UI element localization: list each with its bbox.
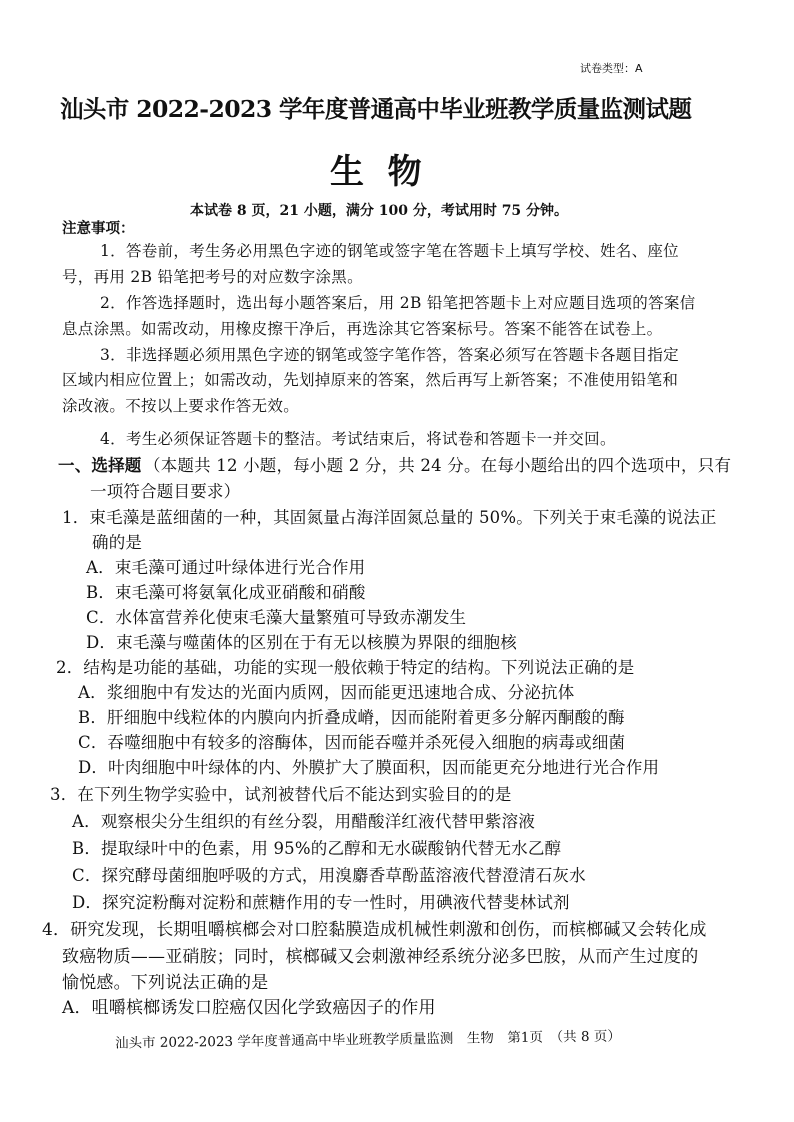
question-stem: 2．结构是功能的基础，功能的实现一般依赖于特定的结构。下列说法正确的是 <box>56 658 635 677</box>
exam-title: 汕头市 2022-2023 学年度普通高中毕业班教学质量监测试题 <box>60 95 692 123</box>
notice-line: 1．答卷前，考生务必用黑色字迹的钢笔或签字笔在答题卡上填写学校、姓名、座位 <box>100 242 679 260</box>
notice-line: 4．考生必须保证答题卡的整洁。考试结束后，将试卷和答题卡一并交回。 <box>100 430 616 448</box>
option-c: C．吞噬细胞中有较多的溶酶体，因而能吞噬并杀死侵入细胞的病毒或细菌 <box>78 733 626 752</box>
question-stem: 3．在下列生物学实验中，试剂被替代后不能达到实验目的的是 <box>50 785 512 804</box>
notice-line: 3．非选择题必须用黑色字迹的钢笔或签字笔作答，答案必须写在答题卡各题目指定 <box>100 346 679 364</box>
exam-summary: 本试卷 8 页，21 小题，满分 100 分，考试用时 75 分钟。 <box>190 203 569 219</box>
question-stem: 4．研究发现，长期咀嚼槟榔会对口腔黏膜造成机械性刺激和创伤，而槟榔碱又会转化成 <box>42 920 707 940</box>
notice-line: 号，再用 2B 铅笔把考号的对应数字涂黑。 <box>62 268 363 286</box>
option-b: B．提取绿叶中的色素，用 95%的乙醇和无水碳酸钠代替无水乙醇 <box>72 839 562 858</box>
question-stem: 致癌物质——亚硝胺；同时，槟榔碱又会刺激神经系统分泌多巴胺，从而产生过度的 <box>62 947 699 967</box>
question-stem: 确的是 <box>92 533 143 552</box>
section-desc: 一项符合题目要求） <box>90 482 241 501</box>
option-a: A．咀嚼槟榔诱发口腔癌仅因化学致癌因子的作用 <box>62 998 436 1018</box>
notice-line: 息点涂黑。如需改动，用橡皮擦干净后，再选涂其它答案标号。答案不能答在试卷上。 <box>62 320 663 338</box>
question-stem: 1．束毛藻是蓝细菌的一种，其固氮量占海洋固氮总量的 50%。下列关于束毛藻的说法正 <box>62 508 717 527</box>
option-d: D．束毛藻与噬菌体的区别在于有无以核膜为界限的细胞核 <box>86 633 517 652</box>
option-d: D．探究淀粉酶对淀粉和蔗糖作用的专一性时，用碘液代替斐林试剂 <box>72 893 570 912</box>
subject-title: 生 物 <box>330 152 422 192</box>
paper-type: 试卷类型：A <box>580 62 643 75</box>
notice-line: 涂改液。不按以上要求作答无效。 <box>62 397 300 415</box>
option-b: B．束毛藻可将氨氧化成亚硝酸和硝酸 <box>86 583 366 602</box>
option-c: C．探究酵母菌细胞呼吸的方式，用溴麝香草酚蓝溶液代替澄清石灰水 <box>72 866 586 885</box>
section-desc: （本题共 12 小题，每小题 2 分，共 24 分。在每小题给出的四个选项中，只有 <box>144 456 732 475</box>
option-a: A．观察根尖分生组织的有丝分裂，用醋酸洋红液代替甲紫溶液 <box>72 812 536 831</box>
section-label: 一、选择题 <box>58 456 142 475</box>
question-stem: 愉悦感。下列说法正确的是 <box>62 973 269 993</box>
option-a: A．束毛藻可通过叶绿体进行光合作用 <box>86 558 366 577</box>
option-b: B．肝细胞中线粒体的内膜向内折叠成嵴，因而能附着更多分解丙酮酸的酶 <box>78 708 625 727</box>
notice-line: 区域内相应位置上；如需改动，先划掉原来的答案，然后再写上新答案；不准使用铅笔和 <box>62 371 679 389</box>
notice-heading: 注意事项： <box>62 220 135 237</box>
option-c: C．水体富营养化使束毛藻大量繁殖可导致赤潮发生 <box>86 608 467 627</box>
option-d: D．叶肉细胞中叶绿体的内、外膜扩大了膜面积，因而能更充分地进行光合作用 <box>78 758 660 777</box>
option-a: A．浆细胞中有发达的光面内质网，因而能更迅速地合成、分泌抗体 <box>78 683 575 702</box>
notice-line: 2．作答选择题时，选出每小题答案后，用 2B 铅笔把答题卡上对应题目选项的答案信 <box>100 294 696 312</box>
page-footer: 汕头市 2022-2023 学年度普通高中毕业班教学质量监测 生物 第1页 （共 8 页） <box>114 1028 621 1052</box>
